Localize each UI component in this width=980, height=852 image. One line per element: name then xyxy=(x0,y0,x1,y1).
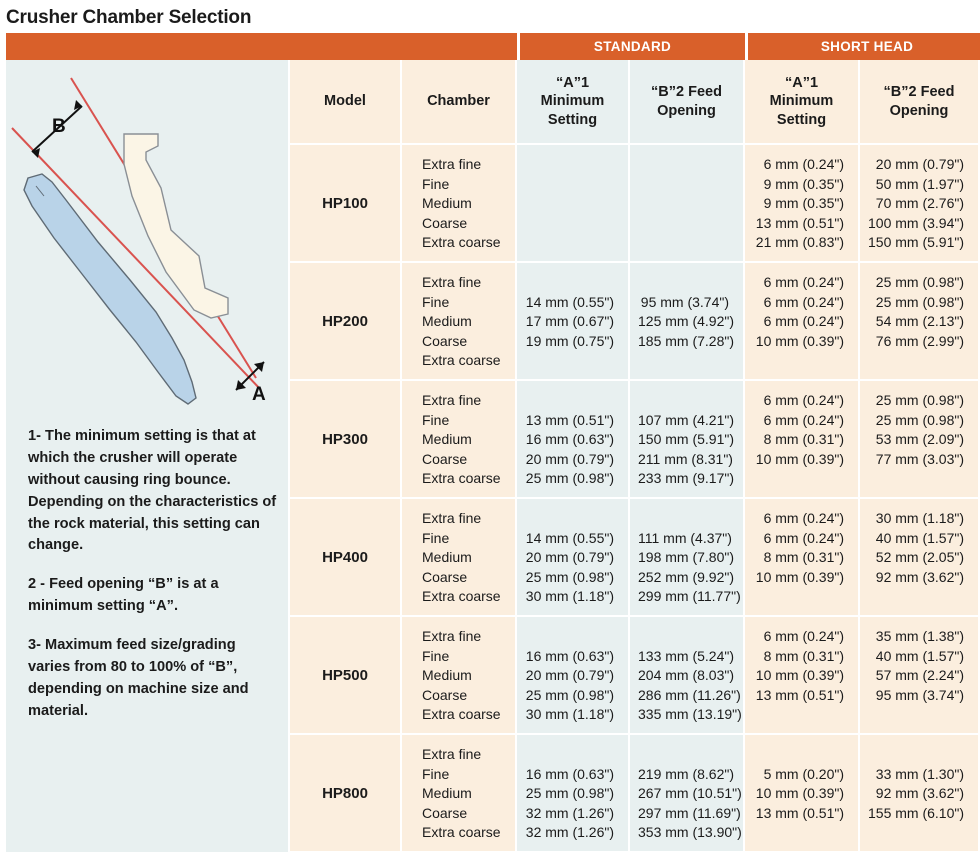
chamber-value: Extra fine xyxy=(422,392,482,409)
shorthead-feed-opening-value: 52 mm (2.05") xyxy=(875,549,964,566)
shorthead-minimum-setting-value: 9 mm (0.35") xyxy=(763,175,844,192)
chamber-cell xyxy=(402,263,517,381)
chamber-value: Extra coarse xyxy=(422,824,501,841)
standard-feed-opening-cell xyxy=(630,145,745,263)
standard-minimum-setting-value: 25 mm (0.98") xyxy=(525,785,614,802)
shorthead-feed-opening-value: 25 mm (0.98") xyxy=(875,392,964,409)
standard-feed-opening-value: 125 mm (4.92") xyxy=(638,313,735,330)
shorthead-minimum-setting-value: 10 mm (0.39") xyxy=(755,568,844,585)
shorthead-minimum-setting-value: 6 mm (0.24") xyxy=(763,274,844,291)
shorthead-minimum-setting-cell xyxy=(745,735,860,852)
chamber-value: Extra fine xyxy=(422,156,482,173)
chamber-value: Extra coarse xyxy=(422,588,501,605)
chamber-cell xyxy=(402,381,517,499)
standard-minimum-setting-cell xyxy=(517,617,630,735)
standard-minimum-setting-cell xyxy=(517,263,630,381)
standard-feed-opening-value: 107 mm (4.21") xyxy=(638,411,735,428)
chamber-value: Extra coarse xyxy=(422,352,501,369)
table-group-header-band xyxy=(6,33,980,60)
shorthead-minimum-setting-value: 8 mm (0.31") xyxy=(763,549,844,566)
shorthead-feed-opening-value: 150 mm (5.91") xyxy=(868,234,965,251)
standard-minimum-setting-value: 13 mm (0.51") xyxy=(525,411,614,428)
standard-minimum-setting-value: 32 mm (1.26") xyxy=(525,824,614,841)
footnotes xyxy=(28,426,280,723)
diagram-label-b: B xyxy=(52,116,66,137)
column-header-shorthead-feed-opening-text: “B”2 Feed Opening xyxy=(883,84,955,119)
standard-feed-opening-value: 267 mm (10.51") xyxy=(638,785,742,802)
standard-feed-opening-value: 198 mm (7.80") xyxy=(638,549,735,566)
shorthead-feed-opening-value: 30 mm (1.18") xyxy=(875,510,964,527)
standard-feed-opening-cell xyxy=(630,263,745,381)
shorthead-feed-opening-value: 53 mm (2.09") xyxy=(875,431,964,448)
shorthead-minimum-setting-value: 8 mm (0.31") xyxy=(763,647,844,664)
standard-minimum-setting-cell xyxy=(517,499,630,617)
shorthead-minimum-setting-value: 13 mm (0.51") xyxy=(755,686,844,703)
shorthead-minimum-setting-value: 6 mm (0.24") xyxy=(763,628,844,645)
chamber-value: Medium xyxy=(422,431,472,448)
chamber-value: Extra coarse xyxy=(422,234,501,251)
chamber-value: Coarse xyxy=(422,214,468,231)
standard-minimum-setting-value: 20 mm (0.79") xyxy=(525,549,614,566)
shorthead-feed-opening-value: 50 mm (1.97") xyxy=(875,175,964,192)
shorthead-feed-opening-cell xyxy=(860,381,980,499)
standard-minimum-setting-value: 19 mm (0.75") xyxy=(525,332,614,349)
shorthead-feed-opening-cell xyxy=(860,145,980,263)
shorthead-minimum-setting-value: 5 mm (0.20") xyxy=(763,765,844,782)
standard-minimum-setting-value: 25 mm (0.98") xyxy=(525,470,614,487)
page-title: Crusher Chamber Selection xyxy=(6,7,252,28)
shorthead-minimum-setting-value: 6 mm (0.24") xyxy=(763,529,844,546)
shorthead-feed-opening-value: 155 mm (6.10") xyxy=(868,804,965,821)
chamber-value: Medium xyxy=(422,549,472,566)
standard-feed-opening-cell xyxy=(630,735,745,852)
shorthead-minimum-setting-cell xyxy=(745,499,860,617)
standard-feed-opening-value: 233 mm (9.17") xyxy=(638,470,735,487)
standard-minimum-setting-value: 30 mm (1.18") xyxy=(525,706,614,723)
shorthead-minimum-setting-value: 6 mm (0.24") xyxy=(763,510,844,527)
chamber-value: Extra fine xyxy=(422,274,482,291)
shorthead-minimum-setting-value: 9 mm (0.35") xyxy=(763,195,844,212)
shorthead-minimum-setting-value: 6 mm (0.24") xyxy=(763,156,844,173)
chamber-value: Extra coarse xyxy=(422,706,501,723)
standard-minimum-setting-value: 25 mm (0.98") xyxy=(525,686,614,703)
table-row xyxy=(290,735,980,852)
footnote-3: 3- Maximum feed size/grading varies from 80 to 100% of “B”, depending on machine size and material. xyxy=(28,637,249,719)
shorthead-feed-opening-value: 95 mm (3.74") xyxy=(875,686,964,703)
column-header-standard-minimum-setting xyxy=(517,60,630,145)
standard-feed-opening-value: 211 mm (8.31") xyxy=(638,450,733,467)
standard-feed-opening-cell xyxy=(630,617,745,735)
column-header-shorthead-feed-opening xyxy=(860,60,980,145)
shorthead-minimum-setting-cell xyxy=(745,617,860,735)
standard-feed-opening-value: 353 mm (13.90") xyxy=(638,824,742,841)
shorthead-feed-opening-value: 100 mm (3.94") xyxy=(868,214,965,231)
standard-feed-opening-value: 204 mm (8.03") xyxy=(638,667,735,684)
standard-minimum-setting-value: 30 mm (1.18") xyxy=(525,588,614,605)
standard-minimum-setting-value: 16 mm (0.63") xyxy=(525,647,614,664)
shorthead-minimum-setting-value: 10 mm (0.39") xyxy=(755,332,844,349)
standard-feed-opening-value: 335 mm (13.19") xyxy=(638,706,742,723)
model-cell-hp300: HP300 xyxy=(290,381,402,499)
chamber-cell xyxy=(402,735,517,852)
standard-minimum-setting-cell xyxy=(517,145,630,263)
shorthead-minimum-setting-cell xyxy=(745,145,860,263)
standard-minimum-setting-cell xyxy=(517,735,630,852)
standard-minimum-setting-value: 20 mm (0.79") xyxy=(525,450,614,467)
shorthead-feed-opening-value: 70 mm (2.76") xyxy=(875,195,964,212)
chamber-value: Fine xyxy=(422,529,450,546)
shorthead-feed-opening-value: 92 mm (3.62") xyxy=(875,568,964,585)
shorthead-feed-opening-value: 57 mm (2.24") xyxy=(875,667,964,684)
standard-minimum-setting-value: 25 mm (0.98") xyxy=(525,568,614,585)
crusher-cross-section-diagram xyxy=(6,60,288,412)
model-cell-hp500: HP500 xyxy=(290,617,402,735)
group-header-standard: STANDARD xyxy=(593,39,672,54)
chamber-value: Coarse xyxy=(422,568,468,585)
table-column-header-row xyxy=(290,60,980,145)
standard-feed-opening-cell xyxy=(630,381,745,499)
standard-feed-opening-value: 150 mm (5.91") xyxy=(638,431,735,448)
shorthead-feed-opening-cell xyxy=(860,263,980,381)
column-header-standard-minimum-setting-text: “A”1 Minimum Setting xyxy=(540,75,605,128)
standard-feed-opening-value: 133 mm (5.24") xyxy=(638,647,735,664)
shorthead-feed-opening-value: 77 mm (3.03") xyxy=(875,450,964,467)
table-row xyxy=(290,263,980,381)
table-row xyxy=(290,499,980,617)
standard-minimum-setting-value: 16 mm (0.63") xyxy=(525,765,614,782)
mantle-liner xyxy=(24,174,196,404)
shorthead-feed-opening-value: 25 mm (0.98") xyxy=(875,411,964,428)
standard-feed-opening-value: 299 mm (11.77") xyxy=(638,588,741,605)
illustration-and-notes-panel xyxy=(6,60,288,852)
shorthead-feed-opening-cell xyxy=(860,499,980,617)
chamber-value: Coarse xyxy=(422,804,468,821)
column-header-shorthead-minimum-setting xyxy=(745,60,860,145)
standard-feed-opening-cell xyxy=(630,499,745,617)
shorthead-feed-opening-value: 33 mm (1.30") xyxy=(875,765,964,782)
standard-minimum-setting-value: 32 mm (1.26") xyxy=(525,804,614,821)
shorthead-minimum-setting-cell xyxy=(745,381,860,499)
chamber-value: Fine xyxy=(422,175,450,192)
standard-minimum-setting-value: 14 mm (0.55") xyxy=(525,529,614,546)
shorthead-minimum-setting-cell xyxy=(745,263,860,381)
chamber-value: Medium xyxy=(422,785,472,802)
chamber-value: Medium xyxy=(422,667,472,684)
shorthead-feed-opening-value: 54 mm (2.13") xyxy=(875,313,964,330)
standard-minimum-setting-value: 20 mm (0.79") xyxy=(525,667,614,684)
chamber-value: Fine xyxy=(422,411,450,428)
table-row xyxy=(290,381,980,499)
shorthead-minimum-setting-value: 6 mm (0.24") xyxy=(763,392,844,409)
chamber-value: Extra fine xyxy=(422,746,482,763)
column-header-standard-feed-opening-text: “B”2 Feed Opening xyxy=(651,84,722,119)
shorthead-feed-opening-value: 25 mm (0.98") xyxy=(875,293,964,310)
standard-minimum-setting-value: 14 mm (0.55") xyxy=(525,293,614,310)
chamber-value: Fine xyxy=(422,647,450,664)
model-cell-hp100: HP100 xyxy=(290,145,402,263)
table-row xyxy=(290,617,980,735)
footnote-1: 1- The minimum setting is that at which the crusher will operate without causing ring bounce. Depending on the characteristics of the rock material, this setting can change. xyxy=(28,428,277,554)
shorthead-minimum-setting-value: 10 mm (0.39") xyxy=(755,450,844,467)
shorthead-minimum-setting-value: 13 mm (0.51") xyxy=(755,214,844,231)
column-header-model: Model xyxy=(290,60,402,145)
shorthead-minimum-setting-value: 6 mm (0.24") xyxy=(763,411,844,428)
model-cell-hp200: HP200 xyxy=(290,263,402,381)
specification-table xyxy=(290,60,980,852)
chamber-cell xyxy=(402,145,517,263)
chamber-value: Medium xyxy=(422,313,472,330)
column-header-chamber: Chamber xyxy=(402,60,517,145)
shorthead-feed-opening-cell xyxy=(860,617,980,735)
shorthead-feed-opening-value: 92 mm (3.62") xyxy=(875,785,964,802)
standard-feed-opening-value: 252 mm (9.92") xyxy=(638,568,735,585)
shorthead-minimum-setting-value: 10 mm (0.39") xyxy=(755,785,844,802)
standard-minimum-setting-cell xyxy=(517,381,630,499)
chamber-cell xyxy=(402,617,517,735)
chamber-cell xyxy=(402,499,517,617)
shorthead-minimum-setting-value: 21 mm (0.83") xyxy=(755,234,844,251)
standard-minimum-setting-value: 16 mm (0.63") xyxy=(525,431,614,448)
group-header-short-head: SHORT HEAD xyxy=(820,39,914,54)
shorthead-feed-opening-value: 76 mm (2.99") xyxy=(875,332,964,349)
diagram-label-a: A xyxy=(252,384,266,405)
chamber-value: Medium xyxy=(422,195,472,212)
chamber-value: Fine xyxy=(422,293,450,310)
bowl-liner xyxy=(124,134,228,318)
chamber-value: Coarse xyxy=(422,332,468,349)
standard-feed-opening-value: 185 mm (7.28") xyxy=(638,332,735,349)
standard-feed-opening-value: 95 mm (3.74") xyxy=(640,293,729,310)
shorthead-minimum-setting-value: 6 mm (0.24") xyxy=(763,293,844,310)
shorthead-minimum-setting-value: 8 mm (0.31") xyxy=(763,431,844,448)
chamber-value: Fine xyxy=(422,765,450,782)
shorthead-feed-opening-value: 40 mm (1.57") xyxy=(875,647,964,664)
shorthead-minimum-setting-value: 10 mm (0.39") xyxy=(755,667,844,684)
shorthead-minimum-setting-value: 6 mm (0.24") xyxy=(763,313,844,330)
shorthead-feed-opening-value: 20 mm (0.79") xyxy=(875,156,964,173)
column-header-standard-feed-opening xyxy=(630,60,745,145)
shorthead-minimum-setting-value: 13 mm (0.51") xyxy=(755,804,844,821)
shorthead-feed-opening-value: 35 mm (1.38") xyxy=(875,628,964,645)
chamber-value: Coarse xyxy=(422,686,468,703)
standard-feed-opening-value: 111 mm (4.37") xyxy=(638,529,732,546)
chamber-value: Coarse xyxy=(422,450,468,467)
chamber-value: Extra coarse xyxy=(422,470,501,487)
footnote-2: 2 - Feed opening “B” is at a minimum setting “A”. xyxy=(28,576,219,615)
chamber-value: Extra fine xyxy=(422,510,482,527)
shorthead-feed-opening-value: 25 mm (0.98") xyxy=(875,274,964,291)
model-cell-hp800: HP800 xyxy=(290,735,402,852)
model-cell-hp400: HP400 xyxy=(290,499,402,617)
shorthead-feed-opening-cell xyxy=(860,735,980,852)
standard-feed-opening-value: 297 mm (11.69") xyxy=(638,804,741,821)
chamber-value: Extra fine xyxy=(422,628,482,645)
column-header-shorthead-minimum-setting-text: “A”1 Minimum Setting xyxy=(769,75,834,128)
standard-feed-opening-value: 219 mm (8.62") xyxy=(638,765,735,782)
standard-feed-opening-value: 286 mm (11.26") xyxy=(638,686,741,703)
table-row xyxy=(290,145,980,263)
shorthead-feed-opening-value: 40 mm (1.57") xyxy=(875,529,964,546)
standard-minimum-setting-value: 17 mm (0.67") xyxy=(525,313,614,330)
